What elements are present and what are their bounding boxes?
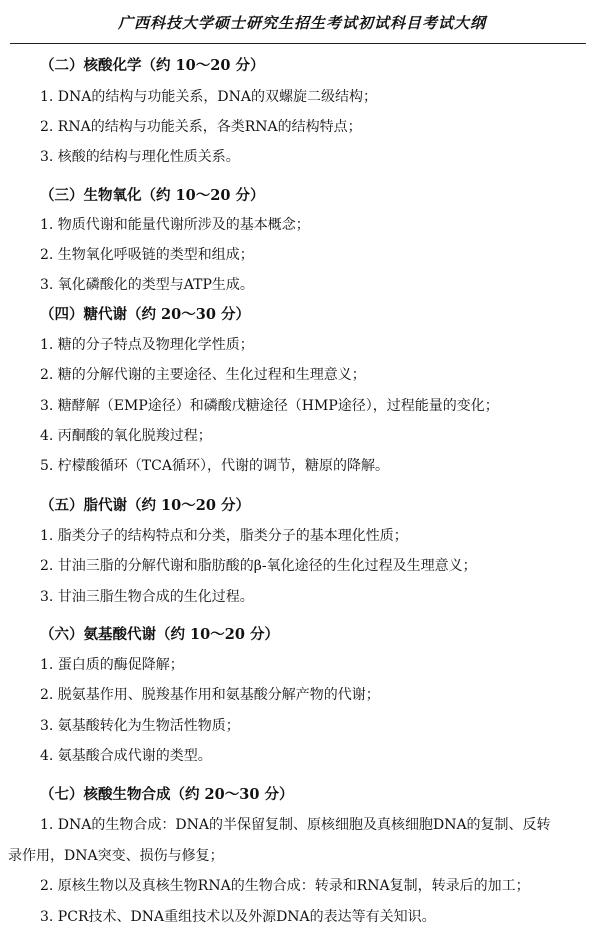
section-heading-biological-oxidation: （三）生物氧化（约 10～20 分）: [40, 187, 265, 204]
section-heading-nucleic-acid-biosynthesis: （七）核酸生物合成（约 20～30 分）: [40, 786, 294, 803]
document-header-title: 广西科技大学硕士研究生招生考试初试科目考试大纲: [117, 14, 486, 32]
list-item: 2. RNA的结构与功能关系，各类RNA的结构特点；: [40, 119, 362, 135]
list-item: 3. 氨基酸转化为生物活性物质；: [40, 718, 240, 734]
list-item: 4. 丙酮酸的氧化脱羧过程；: [40, 428, 212, 444]
list-item: 3. 氧化磷酸化的类型与ATP生成。: [40, 277, 254, 293]
list-item-continuation: 录作用，DNA突变、损伤与修复；: [8, 848, 224, 864]
list-item: 1. 物质代谢和能量代谢所涉及的基本概念；: [40, 217, 310, 233]
list-item: 1. 糖的分子特点及物理化学性质；: [40, 337, 254, 353]
list-item: 2. 糖的分解代谢的主要途径、生化过程和生理意义；: [40, 367, 366, 383]
section-heading-lipid-metabolism: （五）脂代谢（约 10～20 分）: [40, 497, 250, 514]
list-item: 2. 脱氨基作用、脱羧基作用和氨基酸分解产物的代谢；: [40, 687, 380, 703]
list-item: 3. 核酸的结构与理化性质关系。: [40, 149, 240, 165]
list-item: 3. 糖酵解（EMP途径）和磷酸戊糖途径（HMP途径），过程能量的变化；: [40, 398, 499, 414]
list-item: 1. DNA的结构与功能关系，DNA的双螺旋二级结构；: [40, 89, 377, 105]
list-item: 2. 生物氧化呼吸链的类型和组成；: [40, 247, 254, 263]
list-item: 1. 脂类分子的结构特点和分类，脂类分子的基本理化性质；: [40, 528, 408, 544]
list-item: 2. 甘油三脂的分解代谢和脂肪酸的β-氧化途径的生化过程及生理意义；: [40, 558, 477, 574]
list-item: 1. DNA的生物合成：DNA的半保留复制、原核细胞及真核细胞DNA的复制、反转: [40, 817, 551, 833]
list-item: 3. PCR技术、DNA重组技术以及外源DNA的表达等有关知识。: [40, 909, 436, 925]
section-heading-nucleic-acid-chemistry: （二）核酸化学（约 10～20 分）: [40, 57, 265, 74]
section-heading-amino-acid-metabolism: （六）氨基酸代谢（约 10～20 分）: [40, 626, 279, 643]
header-divider: [10, 43, 586, 44]
section-heading-carbohydrate-metabolism: （四）糖代谢（约 20～30 分）: [40, 306, 250, 323]
list-item: 3. 甘油三脂生物合成的生化过程。: [40, 589, 254, 605]
list-item: 5. 柠檬酸循环（TCA循环），代谢的调节，糖原的降解。: [40, 458, 389, 474]
list-item: 2. 原核生物以及真核生物RNA的生物合成：转录和RNA复制，转录后的加工；: [40, 878, 530, 894]
list-item: 4. 氨基酸合成代谢的类型。: [40, 748, 212, 764]
page-header: [0, 0, 604, 46]
list-item: 1. 蛋白质的酶促降解；: [40, 657, 184, 673]
